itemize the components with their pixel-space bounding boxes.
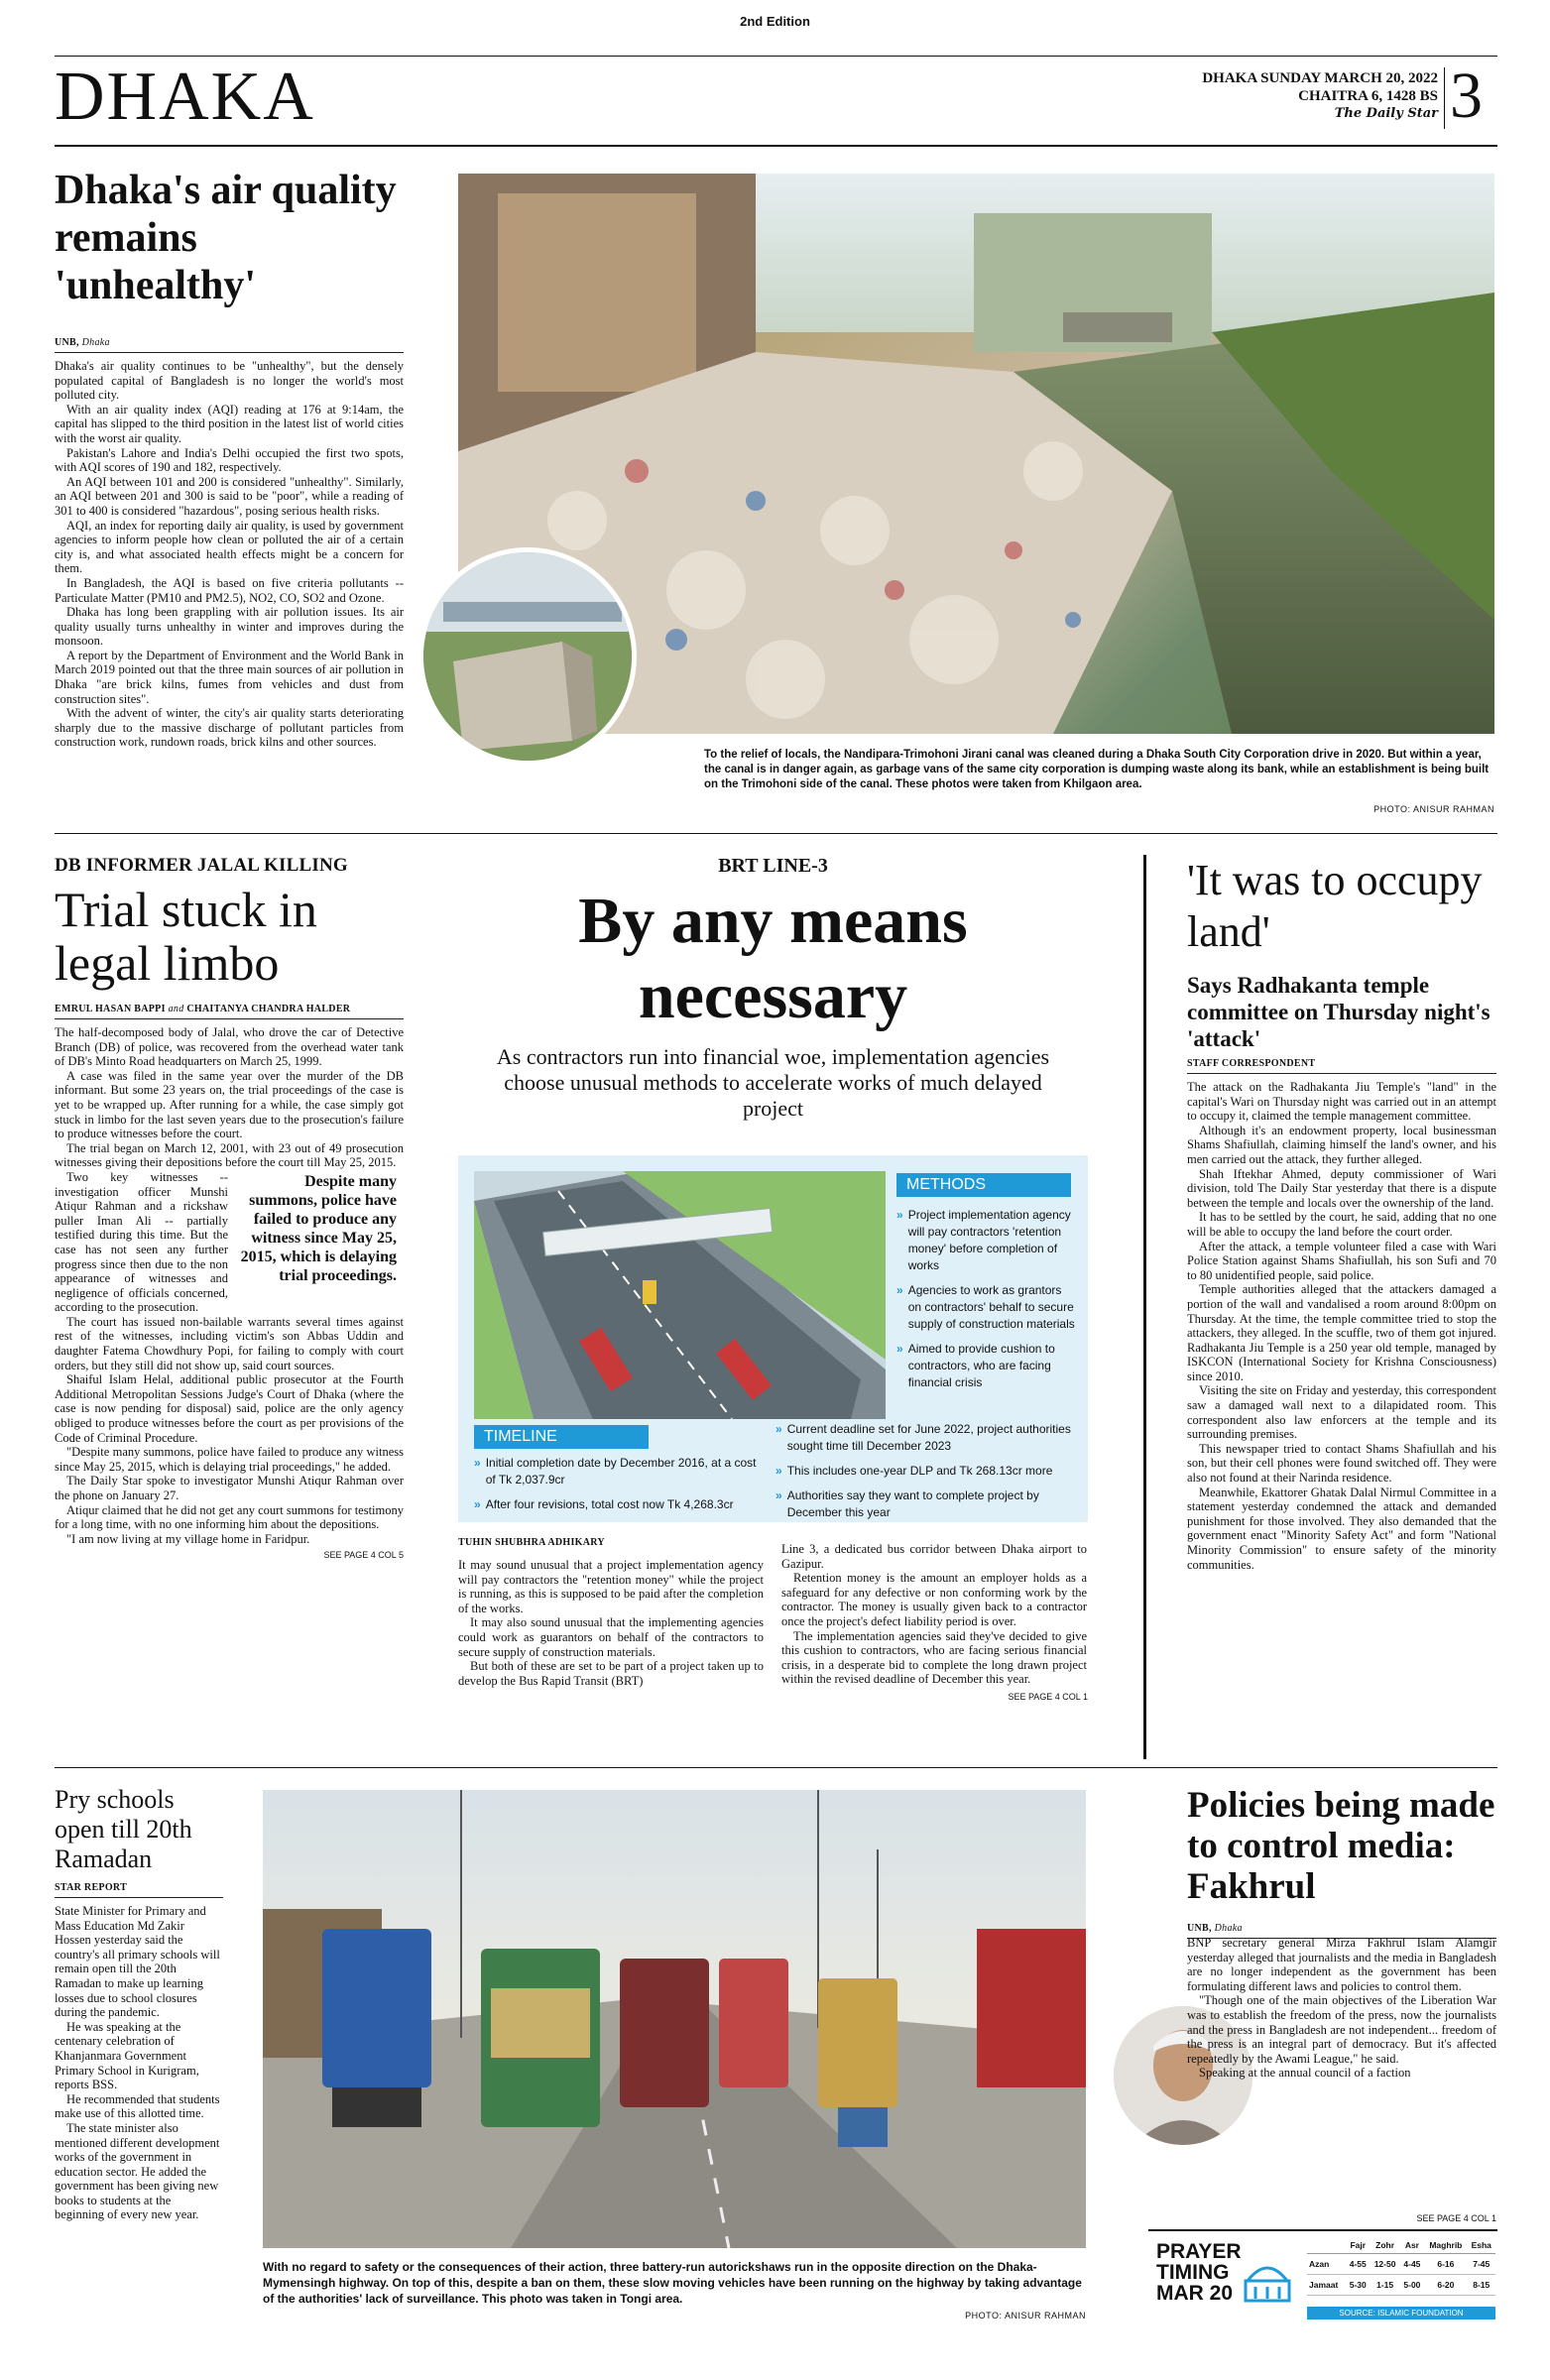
jalal-story bbox=[55, 855, 404, 1560]
temple-paragraph: This newspaper tried to contact Shams Shafiullah and his son, but their cell phones were found switched off. They were also not found at their Narinda residence. bbox=[1187, 1441, 1496, 1486]
date-text: DHAKA SUNDAY MARCH 20, 2022 bbox=[1202, 70, 1438, 86]
bangla-date: CHAITRA 6, 1428 BS bbox=[1298, 88, 1438, 104]
brt-paragraph: The implementation agencies said they've decided to give this cushion to contractors, who are facing serious financial crisis, in a desperate bid to complete the long drawn project within the revised deadline of December this year. bbox=[781, 1628, 1087, 1687]
canal-inset-photo bbox=[418, 547, 637, 766]
prayer-row bbox=[1307, 2254, 1495, 2275]
masthead-bottom-rule bbox=[55, 145, 1497, 147]
brt-col-2 bbox=[781, 1542, 1087, 1688]
temple-paragraph: The attack on the Radhakanta Jiu Temple's "land" in the capital's Wari on Thursday night was carried out in an attempt to occupy it, claimed the temple management committee. bbox=[1187, 1080, 1496, 1124]
jalal-body-bottom bbox=[55, 1315, 404, 1547]
double-chevron-icon: » bbox=[775, 1464, 782, 1478]
brt-paragraph: Retention money is the amount an employer holds as a safeguard for any defective or non conforming work by the contractor. The money is usually given back to a contractor once the project's defect liability period is over. bbox=[781, 1571, 1087, 1628]
timeline-right-list bbox=[775, 1421, 1073, 1529]
prayer-table bbox=[1307, 2237, 1495, 2296]
prayer-cell: Jamaat bbox=[1307, 2275, 1346, 2296]
jalal-paragraph: The half-decomposed body of Jalal, who drove the car of Detective Branch (DB) of police, was recovered from the overhead water tank of DB's Minto Road headquarters on March 25, 1999. bbox=[55, 1025, 404, 1069]
method-item bbox=[896, 1207, 1075, 1274]
brt-paragraph: It may also sound unusual that the implementing agencies could work as guarantors on behalf of the contractors to secure supply of construction materials. bbox=[458, 1615, 764, 1659]
prayer-header-cell: Zohr bbox=[1371, 2237, 1400, 2254]
timeline-list bbox=[474, 1455, 762, 1521]
road-photo bbox=[263, 1790, 1086, 2248]
prayer-cell: 12-50 bbox=[1371, 2254, 1400, 2275]
jalal-paragraph: The trial began on March 12, 2001, with 23 out of 49 prosecution witnesses giving their depositions before the court till May 25, 2015. bbox=[55, 1140, 404, 1170]
prayer-header-cell: Maghrib bbox=[1424, 2237, 1467, 2254]
temple-byline: STAFF CORRESPONDENT bbox=[1187, 1058, 1496, 1074]
prayer-cell: 5-30 bbox=[1346, 2275, 1371, 2296]
method-text: Aimed to provide cushion to contractors, who are facing financial crisis bbox=[907, 1342, 1055, 1389]
jalal-body-top bbox=[55, 1025, 404, 1170]
edition-label: 2nd Edition bbox=[740, 14, 810, 29]
timeline-right-text: This includes one-year DLP and Tk 268.13cr more bbox=[786, 1464, 1053, 1478]
air-paragraph: AQI, an index for reporting daily air quality, is used by government agencies to inform people how clean or polluted the air of a certain city is, and what associated health effects might be a concern for them. bbox=[55, 518, 404, 576]
brt-body bbox=[458, 1537, 1088, 1702]
jalal-byline: EMRUL HASAN BAPPI and CHAITANYA CHANDRA HALDER bbox=[55, 1004, 404, 1019]
air-paragraph: Dhaka's air quality continues to be "unhealthy", but the densely populated capital of Bangladesh is no longer the world's most polluted city. bbox=[55, 359, 404, 403]
brt-see-page[interactable]: SEE PAGE 4 COL 1 bbox=[1008, 1692, 1088, 1703]
schools-byline: STAR REPORT bbox=[55, 1882, 223, 1898]
lower-rule bbox=[55, 1767, 1497, 1768]
fakhrul-story bbox=[1187, 1785, 1496, 1945]
double-chevron-icon: » bbox=[474, 1456, 481, 1470]
jalal-paragraph: A case was filed in the same year over the murder of the DB informant. But some 23 years on, the trial proceedings of the case is yet to be wrapped up. After running for a while, the case simply got stuck in limbo for the last seven years due to the prosecution's failure to produce witnesses before the court. bbox=[55, 1068, 404, 1141]
jalal-paragraph: "I am now living at my village home in Faridpur. bbox=[66, 1531, 310, 1546]
double-chevron-icon: » bbox=[896, 1208, 903, 1222]
jalal-headline: Trial stuck in legal limbo bbox=[55, 882, 317, 991]
brt-deck: As contractors run into financial woe, implementation agencies choose unusual methods to accelerate works of much delayed project bbox=[496, 1044, 1050, 1121]
schools-headline: Pry schools open till 20th Ramadan bbox=[55, 1785, 192, 1873]
jalal-paragraph: The Daily Star spoke to investigator Munshi Atiqur Rahman over the phone on January 27. bbox=[55, 1474, 404, 1502]
prayer-cell: Azan bbox=[1307, 2254, 1346, 2275]
schools-paragraph: State Minister for Primary and Mass Education Md Zakir Hossen yesterday said the country's all primary schools will remain open till the 20th Ramadan to make up learning losses due to school closures during the pandemic. bbox=[55, 1904, 220, 2020]
timeline-item bbox=[474, 1455, 762, 1488]
prayer-header-cell: Esha bbox=[1468, 2237, 1495, 2254]
brt-illustration bbox=[474, 1171, 886, 1419]
air-paragraph: Dhaka has long been grappling with air pollution issues. Its air quality usually turns unhealthy in winter and improves during the monsoon. bbox=[55, 605, 404, 649]
brt-kicker: BRT LINE-3 bbox=[718, 855, 828, 877]
timeline-right-item bbox=[775, 1463, 1073, 1480]
timeline-header: TIMELINE bbox=[474, 1425, 649, 1449]
prayer-cell: 6-16 bbox=[1424, 2254, 1467, 2275]
timeline-right-text: Current deadline set for June 2022, project authorities sought time till December 2023 bbox=[786, 1422, 1071, 1453]
fakhrul-byline: UNB, Dhaka bbox=[1187, 1923, 1496, 1939]
air-headline: Dhaka's air quality remains 'unhealthy' bbox=[55, 168, 397, 308]
road-caption: With no regard to safety or the consequences of their action, three battery-run autorickshaws run in the opposite direction on the Dhaka-Mymensingh highway. On top of this, despite a ban on them, these slow moving vehicles have been running on the highway by taking advantage of the authorities' lack of surveillance. This photo was taken in Tongi area. bbox=[263, 2260, 1082, 2306]
mid-rule bbox=[55, 833, 1497, 834]
method-item bbox=[896, 1341, 1075, 1391]
fakhrul-see-page[interactable]: SEE PAGE 4 COL 1 bbox=[1416, 2213, 1496, 2223]
column-rule bbox=[1143, 855, 1146, 1759]
prayer-cell: 1-15 bbox=[1371, 2275, 1400, 2296]
double-chevron-icon: » bbox=[896, 1283, 903, 1297]
schools-body bbox=[55, 1904, 223, 2222]
method-item bbox=[896, 1282, 1075, 1333]
brt-col-1 bbox=[458, 1558, 764, 1688]
schools-paragraph: The state minister also mentioned different development works of the government in education sector. He added the government has been giving new books to students at the beginning of every new year. bbox=[55, 2120, 220, 2222]
prayer-title: PRAYER TIMING MAR 20 bbox=[1156, 2240, 1242, 2305]
timeline-right-item bbox=[775, 1488, 1073, 1521]
jalal-paragraph: The court has issued non-bailable warrants several times against rest of the witnesses, including victim's son Abbas Uddin and daughter Fatema Chowdhury Popi, for failing to comply with court orders, but they still did not show up, said court sources. bbox=[55, 1314, 404, 1372]
brt-infographic bbox=[458, 1155, 1088, 1522]
jalal-kicker: DB INFORMER JALAL KILLING bbox=[55, 855, 348, 876]
air-quality-story bbox=[55, 167, 404, 750]
brt-headline: By any means necessary bbox=[578, 885, 968, 1032]
prayer-cell: 6-20 bbox=[1424, 2275, 1467, 2296]
timeline-right-item bbox=[775, 1421, 1073, 1455]
temple-paragraph: Shah Iftekhar Ahmed, deputy commissioner of Wari division, told The Daily Star yesterday that there is a dispute between the temple and locals over the ownership of the land. bbox=[1187, 1166, 1496, 1210]
prayer-cell: 4-45 bbox=[1400, 2254, 1425, 2275]
methods-header: METHODS bbox=[896, 1173, 1071, 1197]
masthead-top-rule bbox=[55, 56, 1497, 57]
prayer-cell: 8-15 bbox=[1468, 2275, 1495, 2296]
brt-paragraph: It may sound unusual that a project implementation agency will pay contractors the "retention money" while the project is running, as this is supposed to be paid after the completion of the works. bbox=[458, 1558, 764, 1615]
canal-caption: To the relief of locals, the Nandipara-Trimohoni Jirani canal was cleaned during a Dhaka South City Corporation drive in 2020. But within a year, the canal is in danger again, as garbage vans of the same city corporation is dumping waste along its bank, while an establishment is being built on the Trimohoni side of the canal. These photos were taken from Khilgaon area. bbox=[704, 749, 1490, 790]
jalal-wrap-text: Two key witnesses -- investigation officer Munshi Atiqur Rahman and a rickshaw puller Iman Ali -- partially testified during this time. But the case has not seen any further progress since then due to the non appearance of witnesses and negligence of officials concerned, according to the prosecution. bbox=[55, 1169, 228, 1315]
timeline-text: Initial completion date by December 2016, at a cost of Tk 2,037.9cr bbox=[485, 1456, 757, 1487]
brt-byline: TUHIN SHUBHRA ADHIKARY bbox=[458, 1537, 605, 1548]
air-paragraph: With an air quality index (AQI) reading at 176 at 9:14am, the capital has slipped to the third position in the latest list of world cities with the worst air quality. bbox=[55, 402, 404, 445]
prayer-header-cell: Asr bbox=[1400, 2237, 1425, 2254]
fakhrul-paragraph: "Though one of the main objectives of the Liberation War was to establish the freedom of the press, now the journalists and the press in Bangladesh are not independent... freedom of the press is an integral part of democracy. But it's affected repeatedly by the Awami League," he said. bbox=[1187, 1993, 1496, 2066]
jalal-paragraph: Shaiful Islam Helal, additional public prosecutor at the Fourth Additional Metropolitan Sessions Judge's Court of Dhaka (where the case is now pending for disposal) said, police are the only agency obliged to produce witnesses before the court as per provisions of the Code of Criminal Procedure. bbox=[55, 1372, 404, 1445]
timeline-right-text: Authorities say they want to complete project by December this year bbox=[786, 1488, 1039, 1519]
air-byline: UNB, Dhaka bbox=[55, 337, 404, 353]
prayer-source: SOURCE: ISLAMIC FOUNDATION bbox=[1307, 2307, 1495, 2320]
temple-headline: 'It was to occupy land' bbox=[1187, 856, 1483, 956]
canal-credit: PHOTO: ANISUR RAHMAN bbox=[1373, 804, 1494, 814]
fakhrul-paragraph: Speaking at the annual council of a faction bbox=[1199, 2066, 1411, 2081]
prayer-header-cell: Fajr bbox=[1346, 2237, 1371, 2254]
schools-paragraph: He was speaking at the centenary celebration of Khanjanmara Government Primary School in Kurigram, reports BSS. bbox=[55, 2019, 199, 2092]
timeline-text: After four revisions, total cost now Tk 4,268.3cr bbox=[485, 1497, 734, 1511]
air-paragraph: With the advent of winter, the city's air quality starts deteriorating sharply due to the massive discharge of pollutant particles from construction work, rundown roads, brick kilns and other sources. bbox=[55, 706, 404, 750]
road-scene bbox=[263, 1790, 1086, 2248]
prayer-header-cell bbox=[1307, 2237, 1346, 2254]
inset-scene bbox=[423, 552, 637, 766]
temple-paragraph: After the attack, a temple volunteer filed a case with Wari Police Station against Shams Shafiullah, his son Sufi and 70 to 80 unidentified people, said police. bbox=[1187, 1239, 1496, 1282]
fakhrul-body bbox=[1187, 1936, 1496, 2081]
schools-paragraph: He recommended that students make use of this allotted time. bbox=[55, 2091, 220, 2121]
schools-story bbox=[55, 1785, 223, 2222]
prayer-row bbox=[1307, 2275, 1495, 2296]
double-chevron-icon: » bbox=[896, 1342, 903, 1356]
dateline bbox=[1140, 69, 1438, 123]
masthead-divider bbox=[1444, 67, 1445, 129]
temple-story bbox=[1187, 855, 1496, 1572]
jalal-see-page[interactable]: SEE PAGE 4 COL 5 bbox=[323, 1550, 404, 1561]
page-number: 3 bbox=[1450, 60, 1483, 132]
prayer-cell: 4-55 bbox=[1346, 2254, 1371, 2275]
road-credit: PHOTO: ANISUR RAHMAN bbox=[965, 2311, 1086, 2320]
temple-paragraph: Visiting the site on Friday and yesterday, this correspondent saw a damaged wall next to a dilapidated room. This correspondent also law enforcers at the temple and its surrounding premises. bbox=[1187, 1383, 1496, 1442]
brt-paragraph: Line 3, a dedicated bus corridor between Dhaka airport to Gazipur. bbox=[781, 1542, 1087, 1571]
double-chevron-icon: » bbox=[474, 1497, 481, 1511]
methods-list bbox=[896, 1207, 1075, 1399]
method-text: Project implementation agency will pay contractors 'retention money' before completion of works bbox=[907, 1208, 1071, 1272]
air-paragraph: Pakistan's Lahore and India's Delhi occupied the first two spots, with AQI scores of 190 and 182, respectively. bbox=[55, 445, 404, 475]
jalal-paragraph: Atiqur claimed that he did not get any court summons for testimony for a long time, with no one informing him about the depositions. bbox=[55, 1502, 404, 1532]
prayer-box bbox=[1148, 2229, 1497, 2328]
temple-paragraph: Meanwhile, Ekattorer Ghatak Dalal Nirmul Committee in a statement yesterday condemned the attack and demanded punishment for those involved. They also demanded that the government enact "Minority Safety Act" and form "National Minority Commission" to ensure safety of the minority communities. bbox=[1187, 1485, 1496, 1572]
temple-paragraph: It has to be settled by the court, he said, adding that no one will be able to occupy the land before the court order. bbox=[1187, 1210, 1496, 1239]
fakhrul-headline: Policies being made to control media: Fakhrul bbox=[1187, 1785, 1495, 1907]
section-title: DHAKA bbox=[55, 59, 315, 135]
jalal-pullquote: Despite many summons, police have failed to produce any witness since May 25, 2015, which is delaying trial proceedings. bbox=[240, 1172, 397, 1284]
air-body bbox=[55, 359, 404, 750]
air-paragraph: A report by the Department of Environment and the World Bank in March 2019 pointed out that the three main sources of air pollution in Dhaka "are brick kilns, fumes from vehicles and dust from construction sites". bbox=[55, 648, 404, 706]
mosque-icon bbox=[1240, 2251, 1295, 2305]
jalal-paragraph: "Despite many summons, police have failed to produce any witness since May 25, 2015, which is delaying trial proceedings," he added. bbox=[55, 1445, 404, 1474]
temple-paragraph: Temple authorities alleged that the attackers damaged a portion of the wall and vandalised a room around 8:00pm on Thursday. At the time, the temple committee tried to stop the attackers, they alleged. In the scuffle, two of them got injured. Radhakanta Jiu Temple is a 250 year old temple, managed by ISKCON (International Society for Krishna Consciousness) since 2010. bbox=[1187, 1282, 1496, 1383]
air-paragraph: In Bangladesh, the AQI is based on five criteria pollutants -- Particulate Matter (PM10 and PM2.5), NO2, CO, SO2 and Ozone. bbox=[55, 575, 404, 605]
temple-sub: Says Radhakanta temple committee on Thursday night's 'attack' bbox=[1187, 973, 1490, 1051]
double-chevron-icon: » bbox=[775, 1422, 782, 1436]
prayer-cell: 5-00 bbox=[1400, 2275, 1425, 2296]
temple-body bbox=[1187, 1080, 1496, 1572]
brt-paragraph: But both of these are set to be part of a project taken up to develop the Bus Rapid Transit (BRT) bbox=[458, 1659, 764, 1688]
brt-story bbox=[458, 855, 1088, 1122]
timeline-item bbox=[474, 1496, 762, 1513]
air-paragraph: An AQI between 101 and 200 is considered "unhealthy". Similarly, an AQI between 201 and 300 is said to be "poor", while a reading of 301 to 400 is considered "hazardous", posing serious health risks. bbox=[55, 474, 404, 518]
paper-logo: The Daily Star bbox=[1334, 106, 1438, 121]
method-text: Agencies to work as grantors on contractors' behalf to secure supply of construction materials bbox=[907, 1283, 1075, 1331]
temple-paragraph: Although it's an endowment property, local businessman Shams Shafiullah, claiming himself the land's owner, and his men carried out the attack, they further alleged. bbox=[1187, 1123, 1496, 1166]
prayer-cell: 7-45 bbox=[1468, 2254, 1495, 2275]
double-chevron-icon: » bbox=[775, 1488, 782, 1502]
fakhrul-paragraph: BNP secretary general Mirza Fakhrul Islam Alamgir yesterday alleged that journalists and the media in Bangladesh are no longer independent as the government has been formulating different laws and policies to control them. bbox=[1187, 1936, 1496, 1993]
